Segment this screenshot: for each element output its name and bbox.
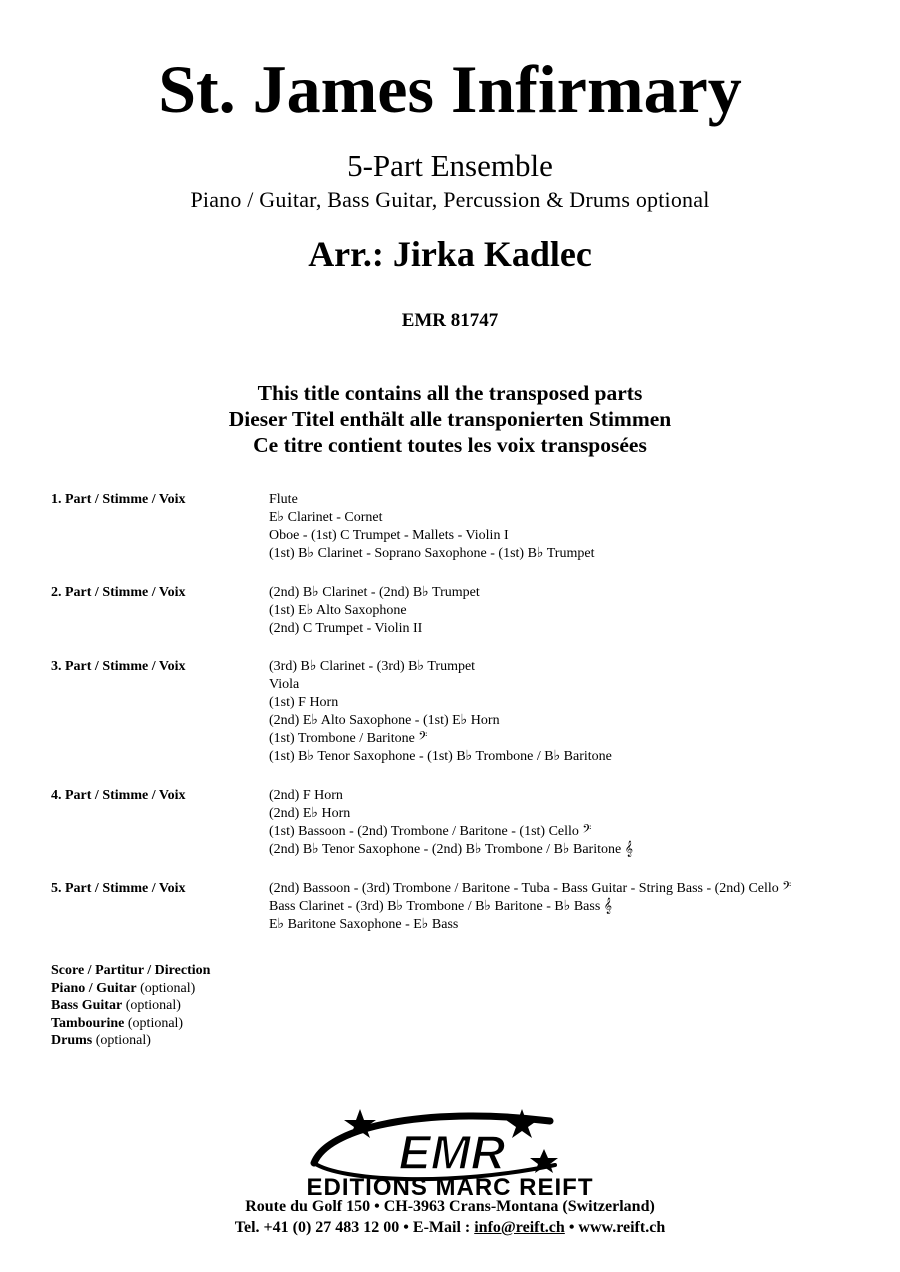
transposed-parts-notice [0,380,900,458]
list-item: (2nd) E♭ Alto Saxophone - (1st) E♭ Horn [269,713,500,728]
email-link[interactable]: info@reift.ch [474,1219,565,1236]
contact-website: • www.reift.ch [564,1219,666,1236]
list-item: (2nd) F Horn [269,788,343,803]
list-item: Oboe - (1st) C Trumpet - Mallets - Violin I [269,528,509,543]
notice-line-fr: Ce titre contient toutes les voix transposées [253,433,647,457]
list-item: (1st) B♭ Tenor Saxophone - (1st) B♭ Trombone / B♭ Baritone [269,749,612,764]
list-item [51,1015,210,1033]
list-item: (2nd) B♭ Tenor Saxophone - (2nd) B♭ Trombone / B♭ Baritone 𝄞 [269,842,633,857]
extra-note: (optional) [125,998,181,1013]
notice-line-en: This title contains all the transposed parts [257,381,643,405]
extra-name: Bass Guitar [51,998,123,1013]
extra-name: Tambourine [51,1015,125,1031]
list-item: (2nd) E♭ Horn [269,806,351,821]
notice-line-de: Dieser Titel enthält alle transponierten Stimmen [228,407,672,431]
list-item: Bass Clarinet - (3rd) B♭ Trombone / B♭ Baritone - B♭ Bass 𝄞 [269,899,613,914]
list-item: E♭ Clarinet - Cornet [269,510,383,525]
part-label: 3. Part / Stimme / Voix [51,659,186,674]
subtitle: 5-Part Ensemble [347,148,553,183]
part-label: 5. Part / Stimme / Voix [51,881,186,896]
extra-note: (optional) [127,1015,184,1031]
catalog-number: EMR 81747 [401,310,499,331]
star-icon [506,1109,538,1138]
list-item: (2nd) B♭ Clarinet - (2nd) B♭ Trumpet [269,585,480,600]
list-item: E♭ Baritone Saxophone - E♭ Bass [269,917,459,932]
part-label: 1. Part / Stimme / Voix [51,492,186,507]
list-item: Viola [269,677,300,692]
publisher-name: EDITIONS MARC REIFT [306,1174,594,1201]
list-item: (1st) F Horn [269,695,339,710]
part-label: 2. Part / Stimme / Voix [51,585,186,600]
logo-text: EMR [398,1127,506,1180]
extra-name: Score / Partitur / Direction [51,963,211,978]
publisher-contact [0,1218,900,1238]
extra-note: (optional) [95,1033,151,1048]
list-item: (1st) E♭ Alto Saxophone [269,603,407,618]
list-item: (2nd) Bassoon - (3rd) Trombone / Baritone - Tuba - Bass Guitar - String Bass - (2nd) Cello 𝄢 [269,881,792,896]
part-instrument-list [269,584,480,638]
part-instrument-list [269,880,791,934]
extra-name: Piano / Guitar [51,980,137,996]
list-item: (1st) Bassoon - (2nd) Trombone / Baritone - (1st) Cello 𝄢 [269,824,592,839]
list-item [51,1032,210,1050]
extra-name: Drums [51,1033,93,1048]
arranger: Arr.: Jirka Kadlec [308,234,592,274]
part-instrument-list [269,787,633,859]
list-item: (1st) B♭ Clarinet - Soprano Saxophone - (1st) B♭ Trumpet [269,546,595,561]
extra-note: (optional) [140,980,196,996]
list-item: (3rd) B♭ Clarinet - (3rd) B♭ Trumpet [269,659,476,674]
part-instrument-list [269,658,612,766]
list-item: (1st) Trombone / Baritone 𝄢 [269,731,428,746]
list-item [51,962,210,980]
page-title: St. James Infirmary [158,51,742,127]
contact-phone: Tel. +41 (0) 27 483 12 00 • E-Mail : [234,1219,475,1236]
instrumentation: Piano / Guitar, Bass Guitar, Percussion & Drums optional [190,187,710,212]
list-item: Flute [269,492,298,507]
list-item: (2nd) C Trumpet - Violin II [269,621,423,636]
part-label: 4. Part / Stimme / Voix [51,788,186,803]
additional-parts [51,962,210,1050]
list-item [51,997,210,1015]
list-item [51,980,210,998]
publisher-address: Route du Golf 150 • CH-3963 Crans-Montana (Switzerland) [245,1198,655,1215]
part-instrument-list [269,491,594,563]
